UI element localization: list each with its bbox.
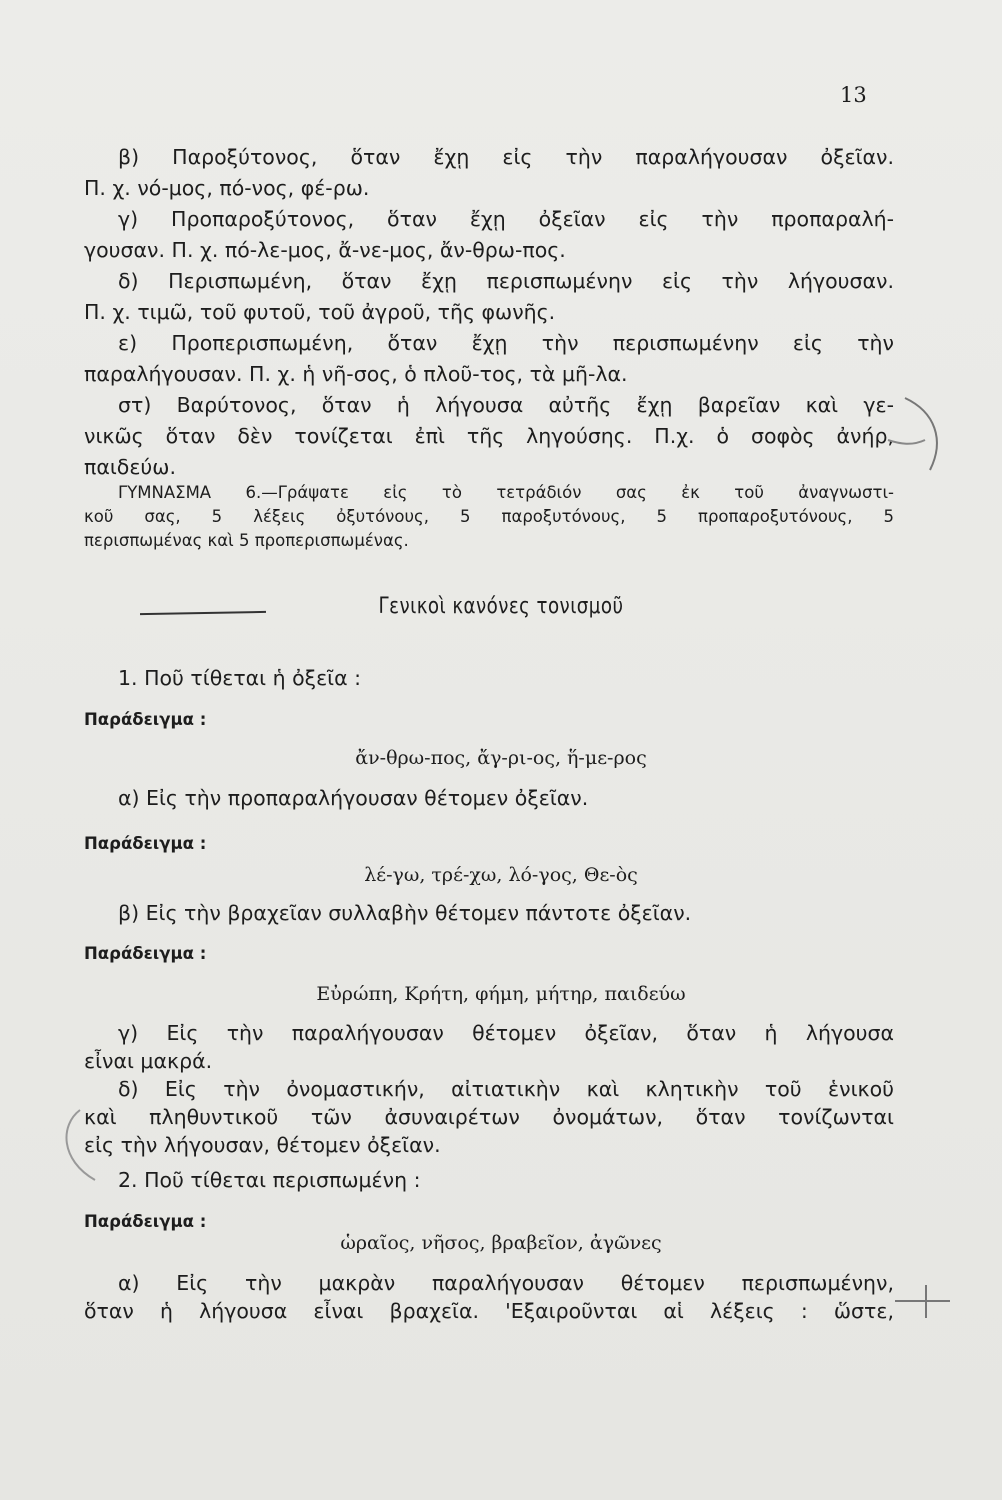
rule-text: β) Εἰς τὴν βραχεῖαν συλλαβὴν θέτομεν πάντοτε ὀξεῖαν. (118, 901, 692, 925)
page-number: 13 (840, 83, 867, 107)
text-line: παιδεύω. (84, 455, 176, 479)
rule-text: εἰς τὴν λήγουσαν, θέτομεν ὀξεῖαν. (84, 1133, 441, 1157)
text-line: Π. χ. νό-μος, πό-νος, φέ-ρω. (84, 176, 370, 200)
exercise-line: περισπωμένας καὶ 5 προπερισπωμένας. (84, 531, 409, 550)
example-label: Παράδειγμα : (84, 710, 207, 729)
example-words: λέ-γω, τρέ-χω, λό-γος, Θε-ὸς (364, 864, 638, 886)
rule-text: δ) Εἰς τὴν ὀνομαστικήν, αἰτιατικὴν καὶ κλητικὴν τοῦ ἑνικοῦ (118, 1077, 894, 1101)
example-label: Παράδειγμα : (84, 834, 207, 853)
text-line: στ) Βαρύτονος, ὅταν ἡ λήγουσα αὐτῆς ἔχῃ βαρεῖαν καὶ γε- (118, 393, 894, 417)
example-words: ἄν-θρω-πος, ἄγ-ρι-ος, ἥ-με-ρος (355, 747, 647, 769)
rule-title: 1. Ποῦ τίθεται ἡ ὀξεῖα : (118, 666, 362, 690)
example-words: ὡραῖος, νῆσος, βραβεῖον, ἀγῶνες (340, 1232, 662, 1254)
rule-text: ὅταν ἡ λήγουσα εἶναι βραχεῖα. 'Εξαιροῦνται αἱ λέξεις : ὥστε, (84, 1299, 894, 1323)
exercise-line: ΓΥΜΝΑΣΜΑ 6.—Γράψατε εἰς τὸ τετράδιόν σας ἐκ τοῦ ἀναγνωστι- (118, 483, 894, 502)
text-line: νικῶς ὅταν δὲν τονίζεται ἐπὶ τῆς ληγούσης. Π.χ. ὁ σοφὸς ἀνήρ, (84, 424, 894, 448)
rule-text: α) Εἰς τὴν μακρὰν παραλήγουσαν θέτομεν περισπωμένην, (118, 1271, 894, 1295)
example-words: Εὐρώπη, Κρήτη, φήμη, μήτηρ, παιδεύω (316, 983, 686, 1005)
section-heading: Γενικοὶ κανόνες τονισμοῦ (378, 594, 624, 619)
rule-text: εἶναι μακρά. (84, 1049, 213, 1073)
rule-text: γ) Εἰς τὴν παραλήγουσαν θέτομεν ὀξεῖαν, ὅταν ἡ λήγουσα (118, 1021, 894, 1045)
example-label: Παράδειγμα : (84, 944, 207, 963)
margin-scribble (905, 398, 937, 470)
text-line: γ) Προπαροξύτονος, ὅταν ἔχῃ ὀξεῖαν εἰς τὴν προπαραλή- (118, 207, 894, 231)
text-line: γουσαν. Π. χ. πό-λε-μος, ἄ-νε-μος, ἄν-θρω-πος. (84, 238, 566, 262)
text-line: δ) Περισπωμένη, ὅταν ἔχῃ περισπωμένην εἰς τὴν λήγουσαν. (118, 269, 894, 293)
rule-text: καὶ πληθυντικοῦ τῶν ἀσυναιρέτων ὀνομάτων, ὅταν τονίζωνται (84, 1105, 894, 1129)
rule-title: 2. Ποῦ τίθεται περισπωμένη : (118, 1168, 421, 1192)
text-line: β) Παροξύτονος, ὅταν ἔχῃ εἰς τὴν παραλήγουσαν ὀξεῖαν. (118, 145, 894, 169)
text-line: παραλήγουσαν. Π. χ. ἡ νῆ-σος, ὁ πλοῦ-τος, τὰ μῆ-λα. (84, 362, 628, 386)
exercise-line: κοῦ σας, 5 λέξεις ὀξυτόνους, 5 παροξυτόνους, 5 προπαροξυτόνους, 5 (84, 507, 894, 526)
example-label: Παράδειγμα : (84, 1212, 207, 1231)
rule-text: α) Εἰς τὴν προπαραλήγουσαν θέτομεν ὀξεῖαν. (118, 786, 589, 810)
text-line: Π. χ. τιμῶ, τοῦ φυτοῦ, τοῦ ἀγροῦ, τῆς φωνῆς. (84, 300, 556, 324)
text-line: ε) Προπερισπωμένη, ὅταν ἔχῃ τὴν περισπωμένην εἰς τὴν (118, 331, 894, 355)
